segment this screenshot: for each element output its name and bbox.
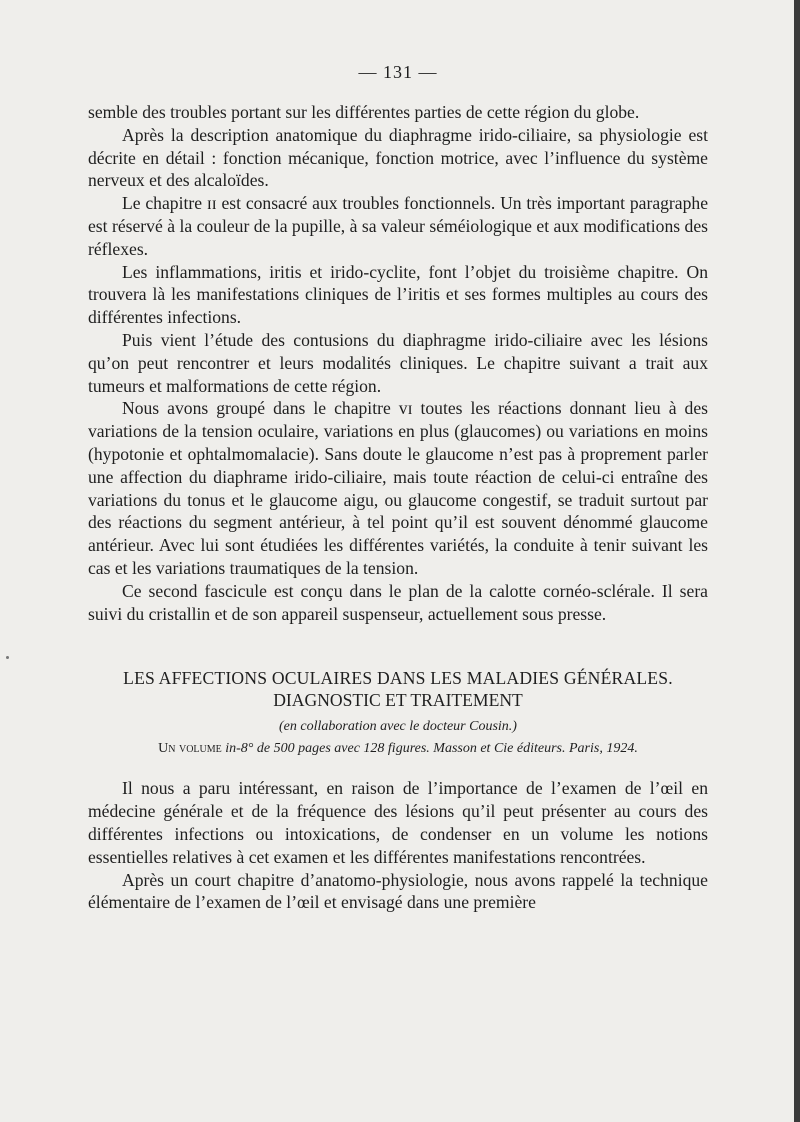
paragraph: Les inflammations, iritis et irido-cyclite, font l’objet du troisième chapitre. On trouvera là les manifestations cliniques de l’iritis et ses formes multiples au cours des différentes infections. bbox=[88, 261, 708, 328]
bib-volume-label: Un volume bbox=[158, 741, 222, 757]
section-title: LES AFFECTIONS OCULAIRES DANS LES MALADIES GÉNÉRALES. bbox=[123, 668, 673, 689]
page-edge bbox=[794, 0, 800, 1122]
paragraph: Nous avons groupé dans le chapitre ᴠɪ toutes les réactions donnant lieu à des variations de la tension oculaire, variations en plus (glaucomes) ou variations en moins (hypotonie et ophtalmomalacie). Sans doute le glaucome n’est pas à proprement parler une affection du diaphrame irido-ciliaire, mais toute réaction de celui-ci entraîne des variations du tonus et le glaucome aigu, ou glaucome congestif, se traduit surtout par des réactions du segment antérieur, à tel point qu’il est souvent dénommé glaucome antérieur. Avec lui sont étudiées les différentes variétés, la conduite à tenir suivant les cas et les variations traumatiques de la tension. bbox=[88, 398, 708, 578]
paragraph: Après un court chapitre d’anatomo-physiologie, nous avons rappelé la technique élémentaire de l’examen de l’œil et envisagé dans une première bbox=[88, 869, 708, 913]
paragraph: Après la description anatomique du diaphragme irido-ciliaire, sa physiologie est décrite en détail : fonction mécanique, fonction motrice, avec l’influence du système nerveux et des alcaloïdes. bbox=[88, 124, 708, 191]
collaboration-note: (en collaboration avec le docteur Cousin.) bbox=[279, 719, 517, 735]
bib-details: in-8° de 500 pages avec 128 figures. Masson et Cie éditeurs. Paris, 1924. bbox=[221, 741, 638, 757]
paragraph: Le chapitre ɪɪ est consacré aux troubles fonctionnels. Un très important paragraphe est réservé à la couleur de la pupille, à sa valeur séméiologique et aux modifications des réflexes. bbox=[88, 193, 708, 259]
paragraph: Il nous a paru intéressant, en raison de l’importance de l’examen de l’œil en médecine générale et de la fréquence des lésions qu’il peut présenter au cours des différentes infections ou intoxications, de condenser en un volume les notions essentielles relatives à cet examen et les différentes manifestations rencontrées. bbox=[88, 778, 708, 867]
paragraph: semble des troubles portant sur les différentes parties de cette région du globe. bbox=[88, 102, 640, 122]
page-number: — 131 — bbox=[358, 62, 438, 82]
section-subtitle: DIAGNOSTIC ET TRAITEMENT bbox=[273, 690, 523, 711]
margin-mark bbox=[6, 656, 9, 659]
bibliographic-line bbox=[88, 739, 708, 759]
document-page bbox=[88, 62, 708, 914]
paragraph: Puis vient l’étude des contusions du diaphragme irido-ciliaire avec les lésions qu’on peut rencontrer et leurs modalités cliniques. Le chapitre suivant a trait aux tumeurs et malformations de cette région. bbox=[88, 329, 708, 396]
paragraph: Ce second fascicule est conçu dans le plan de la calotte cornéo-sclérale. Il sera suivi du cristallin et de son appareil suspenseur, actuellement sous presse. bbox=[88, 580, 708, 624]
